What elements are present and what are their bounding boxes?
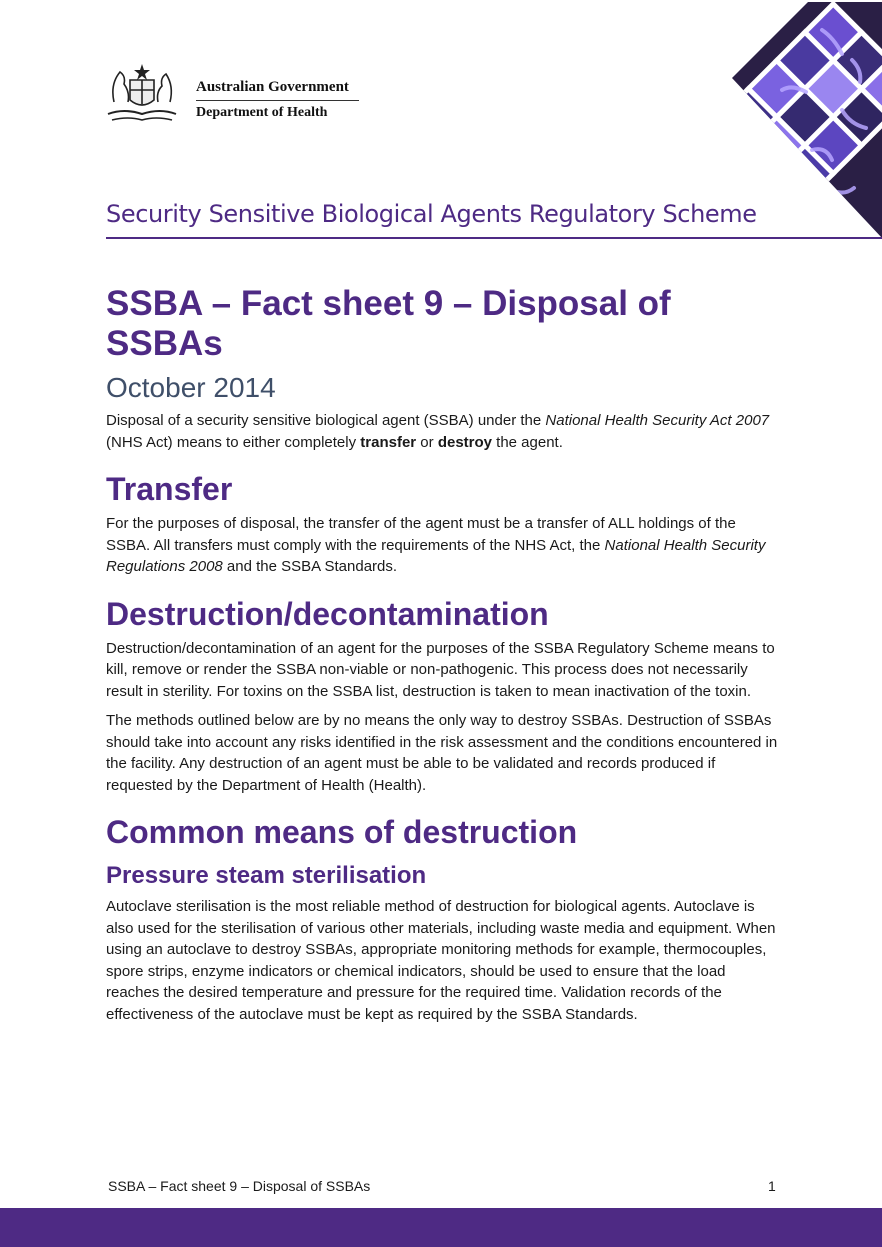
main-content bbox=[106, 284, 782, 1025]
intro-paragraph: Disposal of a security sensitive biological agent (SSBA) under the National Health Security Act 2007 (NHS Act) means to either completely transfer or destroy the agent. bbox=[106, 412, 770, 451]
section-heading-destruction: Destruction/decontamination bbox=[106, 595, 549, 632]
page-title: SSBA – Fact sheet 9 – Disposal of SSBAs bbox=[106, 284, 671, 363]
government-logo bbox=[104, 62, 364, 126]
subsection-heading-steam: Pressure steam sterilisation bbox=[106, 862, 427, 889]
footer-document-title: SSBA – Fact sheet 9 – Disposal of SSBAs bbox=[108, 1178, 371, 1194]
scheme-title: Security Sensitive Biological Agents Regulatory Scheme bbox=[106, 200, 757, 228]
department-name: Department of Health bbox=[196, 105, 328, 120]
coat-of-arms-icon bbox=[104, 62, 180, 126]
section-heading-transfer: Transfer bbox=[106, 471, 233, 507]
destruction-paragraph-2: The methods outlined below are by no means the only way to destroy SSBAs. Destruction of SSBAs should take into account any risks identified in the risk assessment and the conditions encountered in the facility. Any destruction of an agent must be able to be validated and records produced if requested by the Department of Health (Health). bbox=[106, 712, 778, 794]
header-rule bbox=[106, 237, 882, 239]
government-name: Australian Government bbox=[196, 79, 349, 95]
section-heading-common-means: Common means of destruction bbox=[106, 814, 578, 850]
publication-date: October 2014 bbox=[106, 372, 276, 403]
logo-divider bbox=[196, 100, 359, 101]
steam-paragraph: Autoclave sterilisation is the most reliable method of destruction for biological agents. Autoclave is also used for the sterilisation of various other materials, including waste media and equipment. When using an autoclave to destroy SSBAs, appropriate monitoring methods for example, thermocouples, spore strips, enzyme indicators or chemical indicators, should be used to ensure that the load reaches the desired temperature and pressure for the required time. Validation records of the effectiveness of the autoclave must be kept as required by the SSBA Standards. bbox=[106, 898, 776, 1023]
footer-bar bbox=[0, 1208, 882, 1247]
page-number: 1 bbox=[768, 1178, 776, 1194]
destruction-paragraph-1: Destruction/decontamination of an agent for the purposes of the SSBA Regulatory Scheme means to kill, remove or render the SSBA non-viable or non-pathogenic. This process does not necessarily result in sterility. For toxins on the SSBA list, destruction is taken to mean inactivation of the toxin. bbox=[106, 639, 775, 700]
transfer-paragraph: For the purposes of disposal, the transfer of the agent must be a transfer of ALL holdings of the SSBA. All transfers must comply with the requirements of the NHS Act, the National Health Security Regulations 2008 and the SSBA Standards. bbox=[106, 515, 766, 575]
